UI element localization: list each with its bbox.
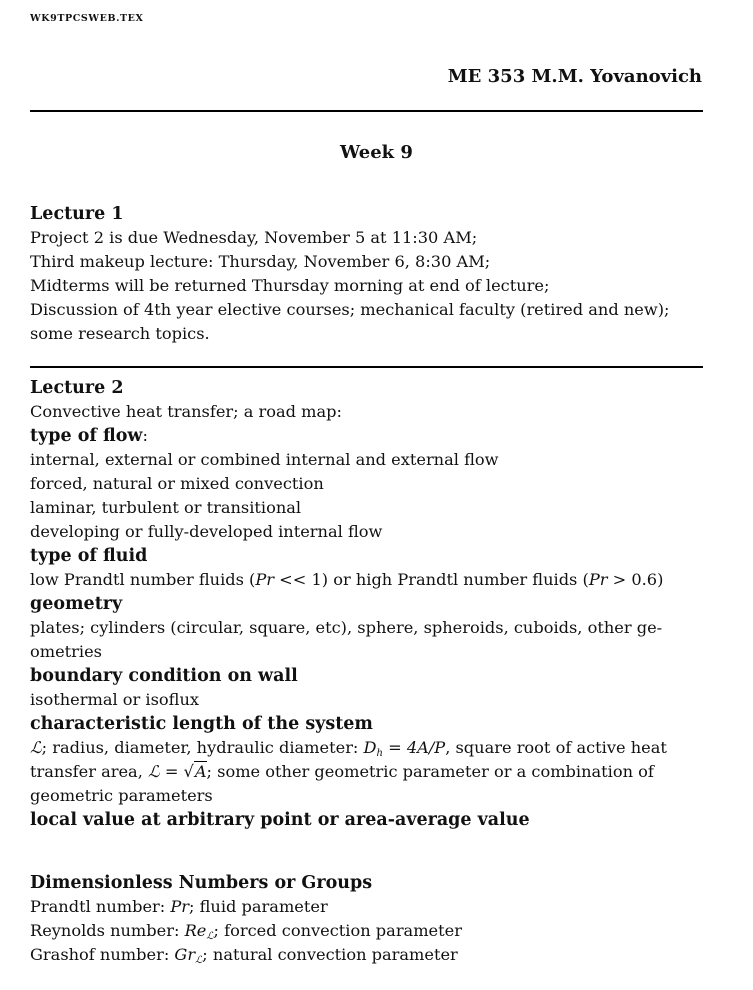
lecture-2-intro: Convective heat transfer; a road map: — [30, 402, 342, 421]
dimensionless-section — [30, 871, 703, 967]
dimensionless-title: Dimensionless Numbers or Groups — [30, 873, 373, 893]
reynolds-line: Reynolds number: $Re_ℒ$; forced convection parameter — [30, 921, 462, 942]
section-rule — [30, 366, 703, 368]
geometry-text: plates; cylinders (circular, square, etc), sphere, spheroids, cuboids, other ge- — [30, 618, 663, 637]
prandtl-line: Prandtl number: Pr; fluid parameter — [30, 897, 328, 916]
lecture-2-section — [30, 376, 703, 832]
flow-item: internal, external or combined internal and external flow — [30, 450, 499, 469]
local-heading: local value at arbitrary point or area-average value — [30, 810, 530, 830]
flow-colon: : — [142, 426, 148, 445]
lecture-1-section — [30, 202, 703, 346]
lecture-1-line: Midterms will be returned Thursday morning at end of lecture; — [30, 276, 550, 295]
course-header: ME 353 M.M. Yovanovich — [447, 66, 702, 87]
length-text: geometric parameters — [30, 786, 213, 805]
lecture-1-line: Project 2 is due Wednesday, November 5 at 11:30 AM; — [30, 228, 478, 247]
week-title: Week 9 — [340, 142, 413, 163]
flow-heading: type of flow — [30, 426, 143, 446]
fluid-text: low Prandtl number fluids (Pr << 1) or high Prandtl number fluids (Pr > 0.6) — [30, 570, 664, 589]
fluid-heading: type of fluid — [30, 546, 148, 566]
lecture-1-line: Third makeup lecture: Thursday, November 6, 8:30 AM; — [30, 252, 491, 271]
lecture-1-line: Discussion of 4th year elective courses; mechanical faculty (retired and new); — [30, 300, 670, 319]
geometry-heading: geometry — [30, 594, 123, 614]
length-text: ℒ; radius, diameter, hydraulic diameter: $D_h = 4A/P$, square root of active heat — [30, 738, 667, 759]
flow-item: forced, natural or mixed convection — [30, 474, 324, 493]
length-heading: characteristic length of the system — [30, 714, 373, 734]
lecture-1-line: some research topics. — [30, 324, 210, 343]
flow-item: developing or fully-developed internal flow — [30, 522, 383, 541]
file-name: WK9TPCSWEB.TEX — [30, 13, 144, 24]
flow-item: laminar, turbulent or transitional — [30, 498, 302, 517]
header-rule — [30, 110, 703, 112]
length-text: transfer area, ℒ = √A; some other geometric parameter or a combination of — [30, 762, 654, 781]
bc-heading: boundary condition on wall — [30, 666, 298, 686]
geometry-text: ometries — [30, 642, 102, 661]
bc-text: isothermal or isoflux — [30, 690, 200, 709]
lecture-1-title: Lecture 1 — [30, 204, 124, 224]
grashof-line: Grashof number: $Gr_ℒ$; natural convection parameter — [30, 945, 458, 966]
lecture-2-title: Lecture 2 — [30, 378, 124, 398]
